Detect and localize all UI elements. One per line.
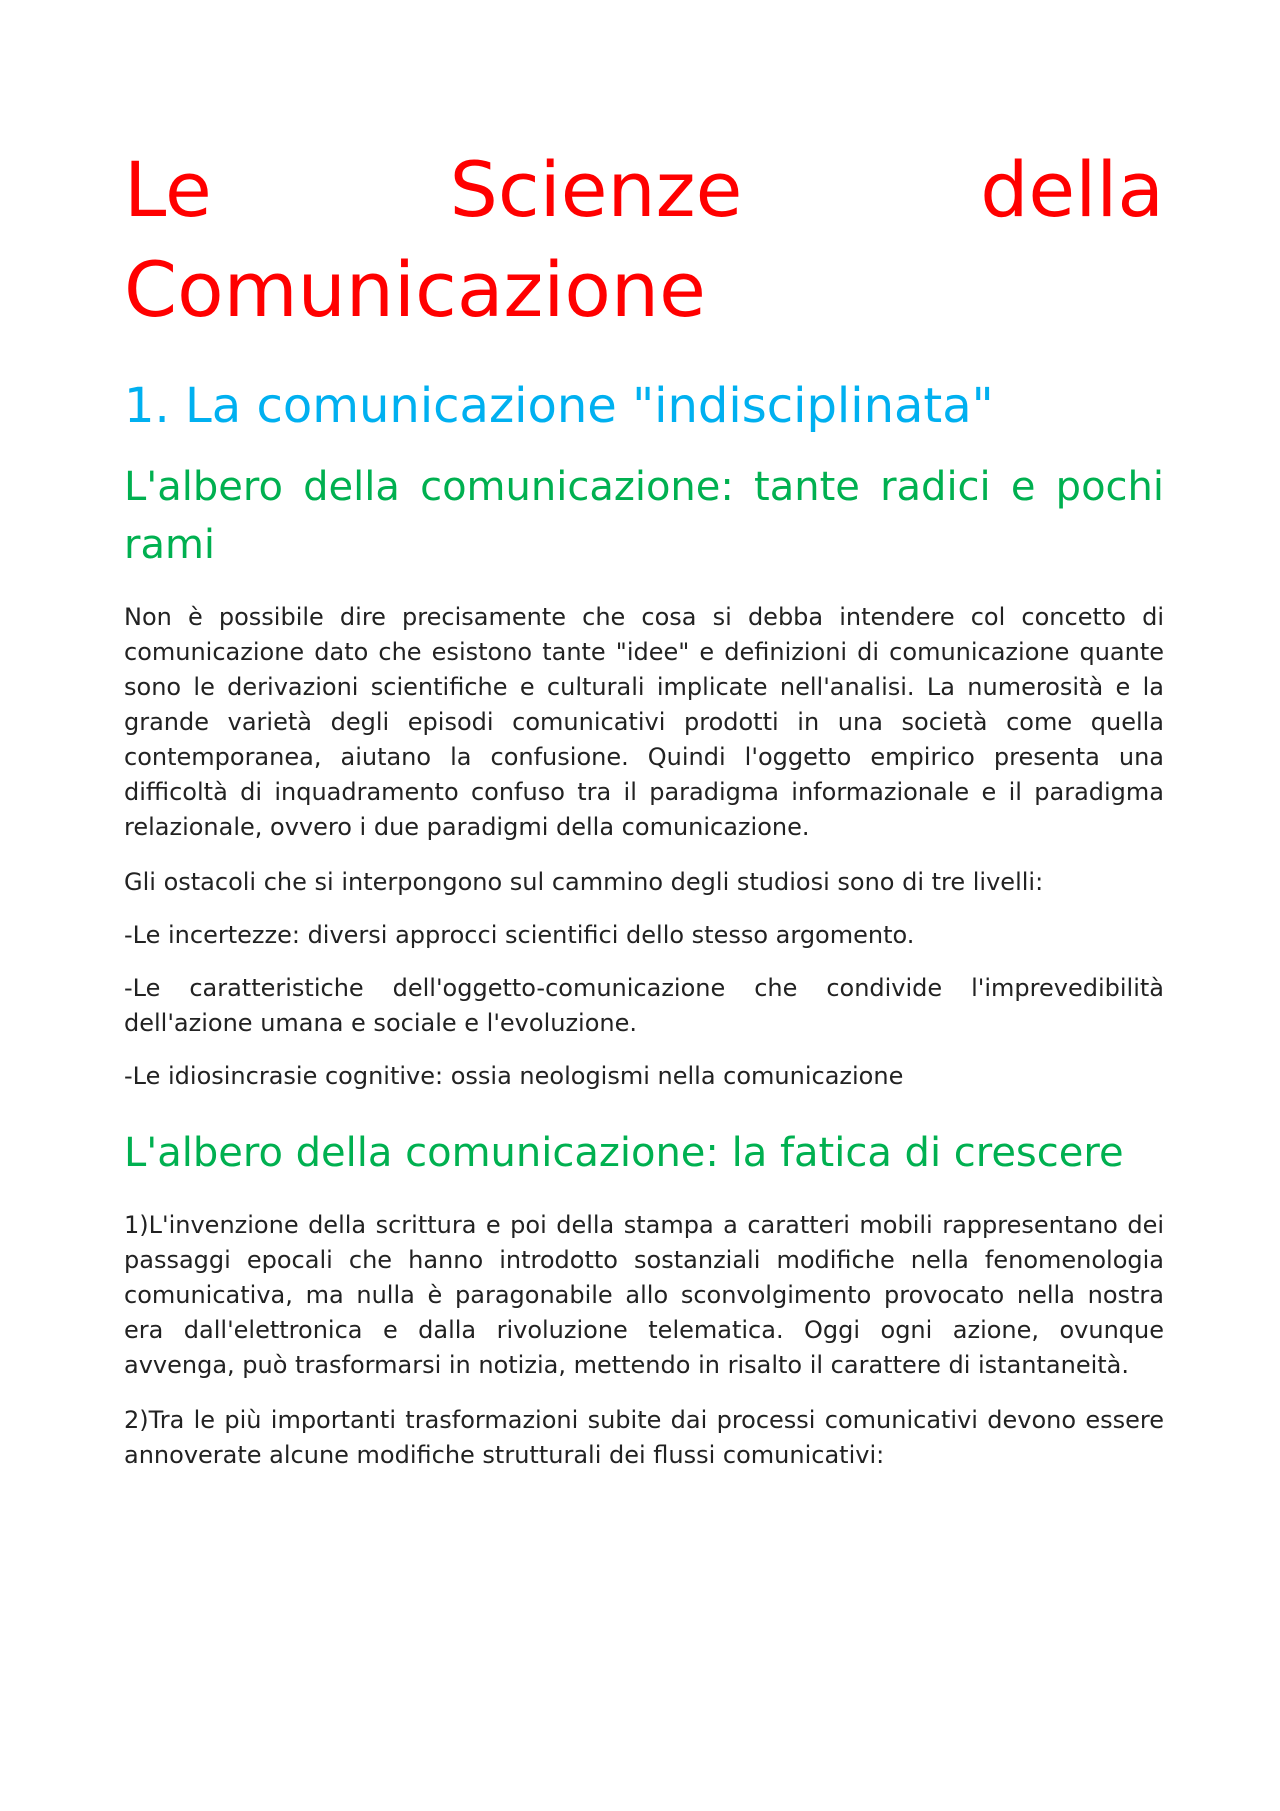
paragraph-2-1: 1)L'invenzione della scrittura e poi della stampa a caratteri mobili rappresentano dei passaggi epocali che hanno introdotto sostanziali modifiche nella fenomenologia comunicativa, ma nulla è paragonabile allo sconvolgimento provocato nella nostra era dall'elettronica e dalla rivoluzione telematica. Oggi ogni azione, ovunque avvenga, può trasformarsi in notizia, mettendo in risalto il carattere di istantaneità.: [124, 1211, 1164, 1379]
paragraph-1-4: -Le caratteristiche dell'oggetto-comunicazione che condivide l'imprevedibilità dell'azione umana e sociale e l'evoluzione.: [124, 974, 1164, 1037]
section-heading-1: 1. La comunicazione "indisciplinata": [124, 378, 994, 434]
paragraph-1-5: -Le idiosincrasie cognitive: ossia neologismi nella comunicazione: [124, 1062, 904, 1090]
paragraph-2-2: 2)Tra le più importanti trasformazioni subite dai processi comunicativi devono essere annoverate alcune modifiche strutturali dei flussi comunicativi:: [124, 1406, 1164, 1469]
subsection-heading-1: L'albero della comunicazione: tante radici e pochi rami: [124, 464, 1164, 568]
subsection-heading-2: L'albero della comunicazione: la fatica di crescere: [124, 1130, 1124, 1176]
document-title-line2: Comunicazione: [124, 245, 706, 334]
paragraph-1-2: Gli ostacoli che si interpongono sul cammino degli studiosi sono di tre livelli:: [124, 868, 1044, 896]
document-page: [124, 140, 1164, 1473]
document-title-line1: Le Scienze della: [124, 145, 1164, 234]
paragraph-1-3: -Le incertezze: diversi approcci scientifici dello stesso argomento.: [124, 921, 915, 949]
paragraph-1-1: Non è possibile dire precisamente che cosa si debba intendere col concetto di comunicazione dato che esistono tante "idee" e definizioni di comunicazione quante sono le derivazioni scientifiche e culturali implicate nell'analisi. La numerosità e la grande varietà degli episodi comunicativi prodotti in una società come quella contemporanea, aiutano la confusione. Quindi l'oggetto empirico presenta una difficoltà di inquadramento confuso tra il paradigma informazionale e il paradigma relazionale, ovvero i due paradigmi della comunicazione.: [124, 603, 1164, 841]
document-title: [124, 140, 1164, 340]
